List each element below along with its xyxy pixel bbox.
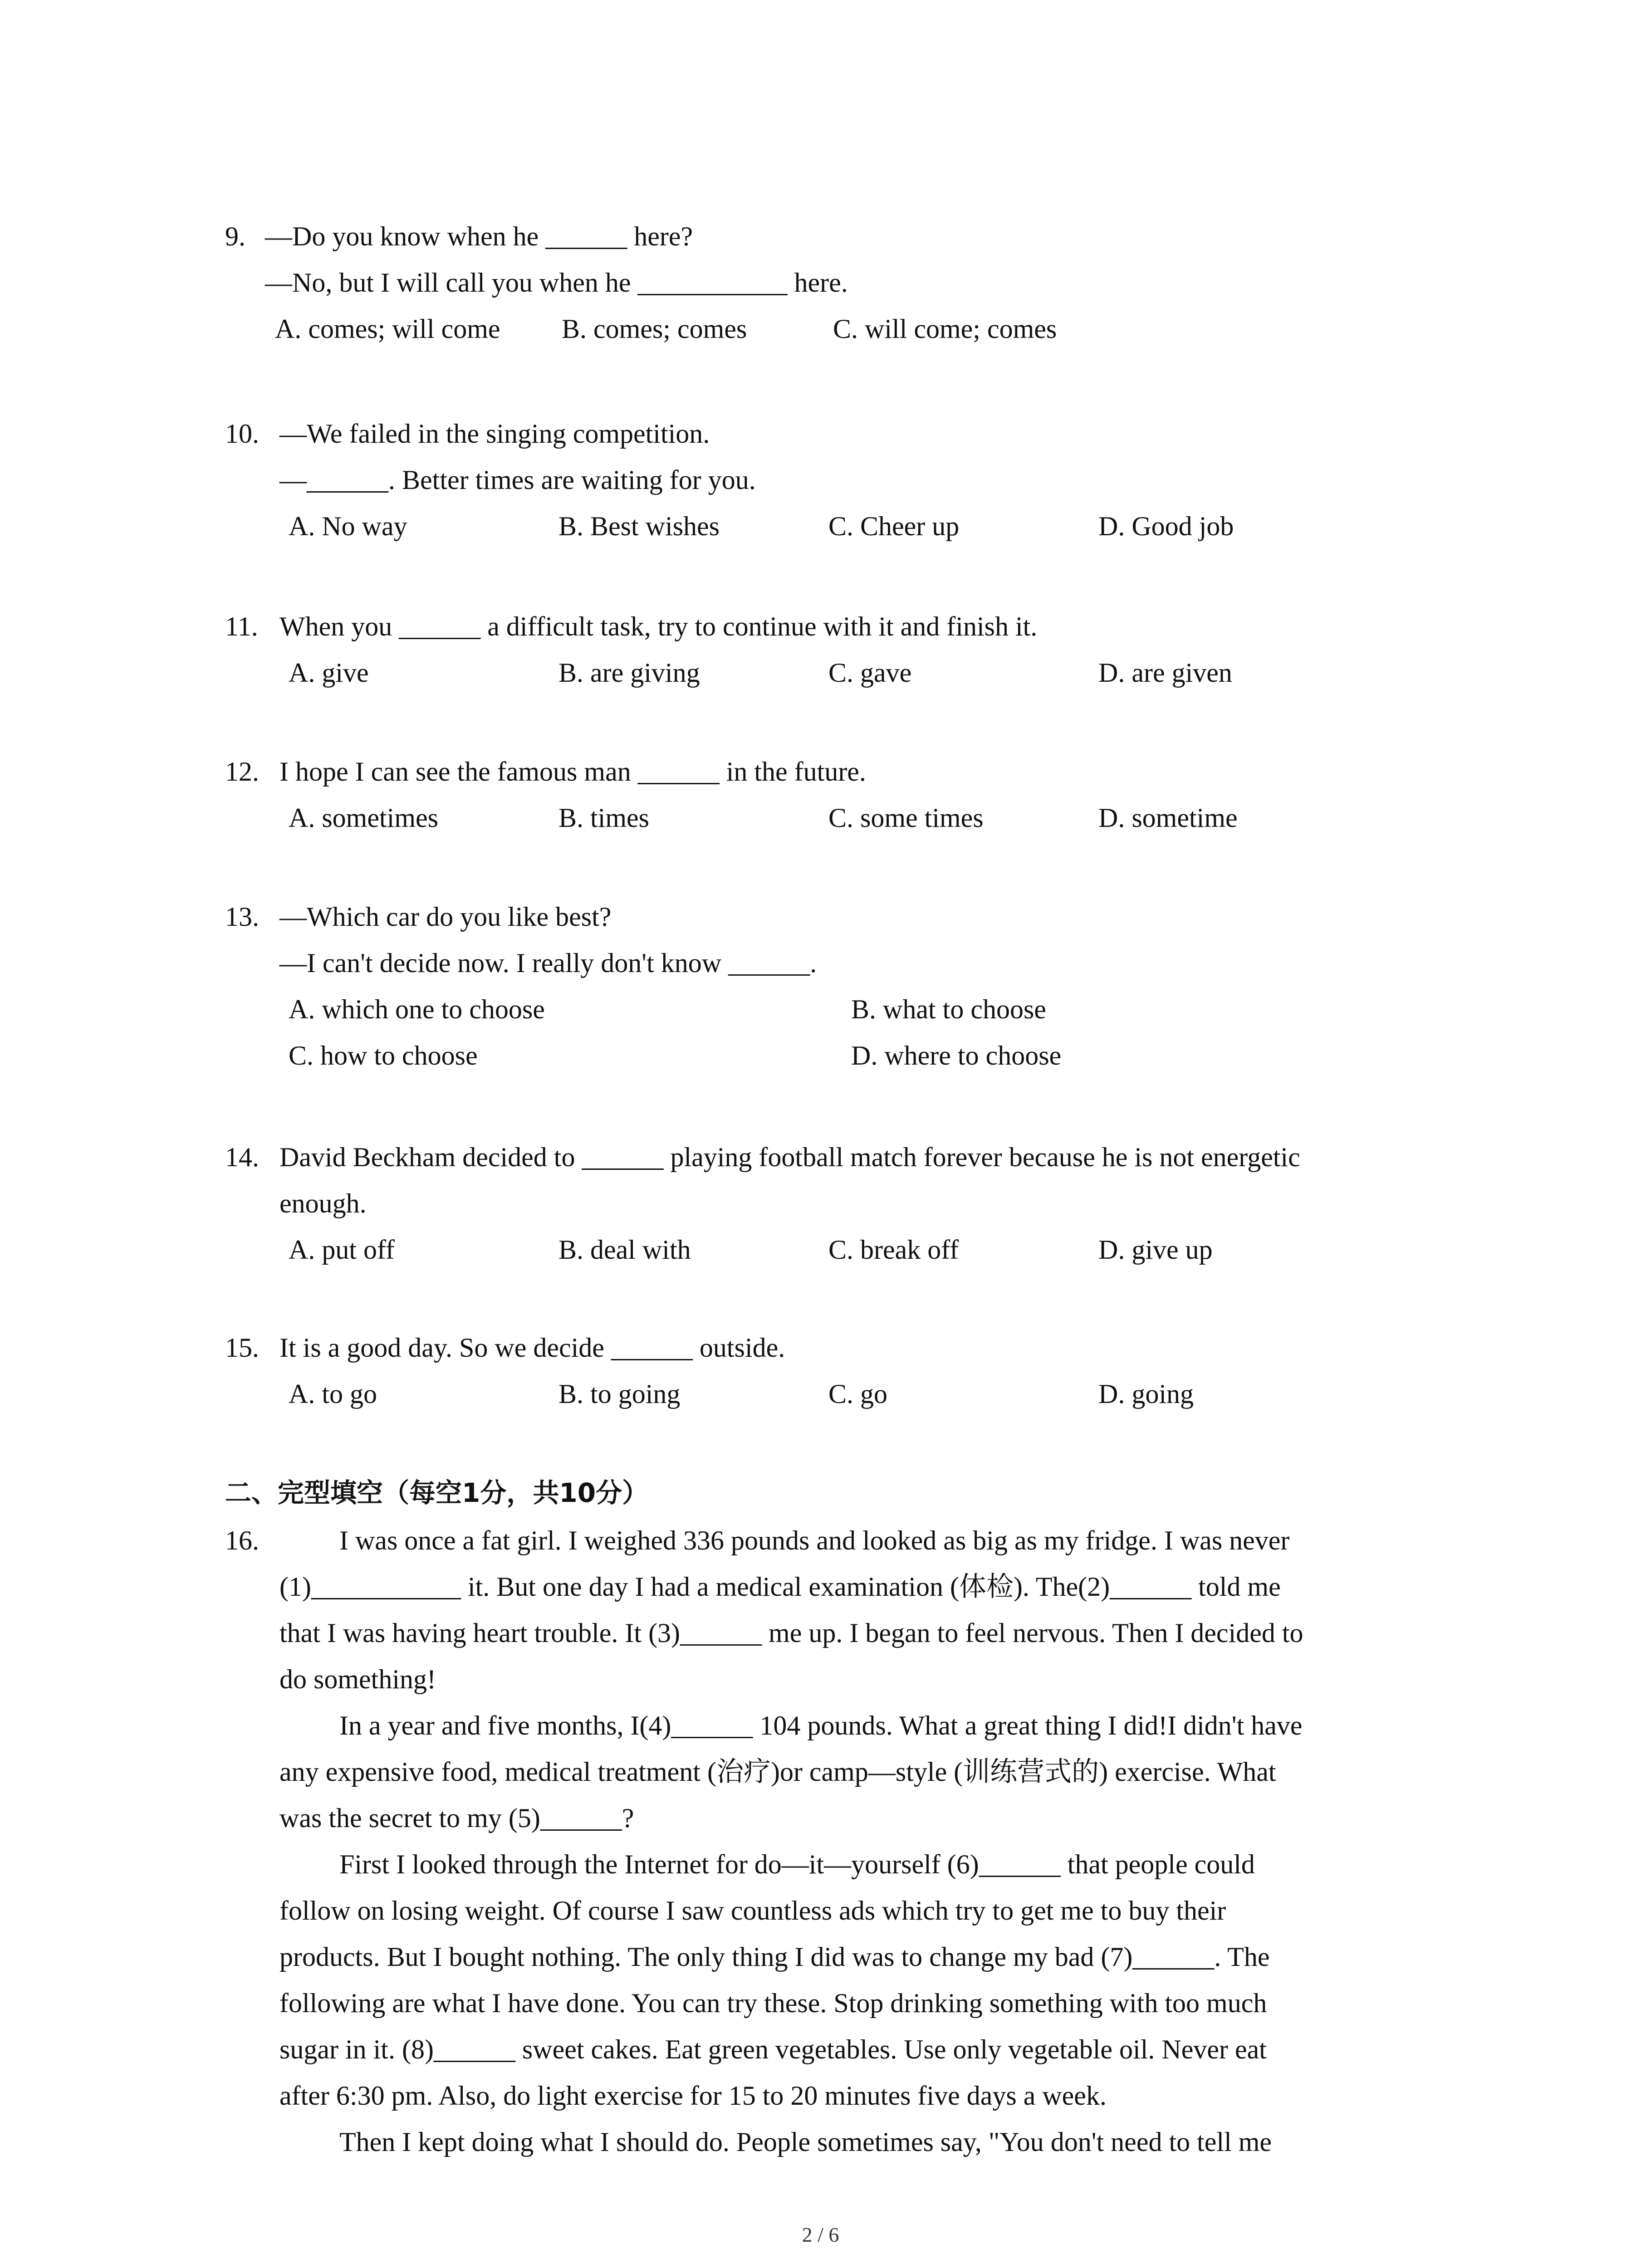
- option-a: A. to go: [289, 1379, 377, 1409]
- question-number: 16.: [225, 1525, 259, 1555]
- question-line: [225, 213, 1459, 259]
- passage-line: [225, 1887, 1459, 1934]
- passage-line: [225, 1980, 1459, 2026]
- passage-line: [225, 1934, 1459, 1980]
- question-number: 10.: [225, 419, 259, 449]
- question-text: It is a good day. So we decide ______ outside.: [279, 1333, 785, 1363]
- question-text: I hope I can see the famous man ______ in the future.: [279, 757, 866, 787]
- option-b: B. Best wishes: [558, 511, 720, 541]
- question-number: 9.: [225, 221, 245, 251]
- option-d: D. sometime: [1098, 803, 1238, 833]
- question-10: [225, 411, 1459, 549]
- option-a: A. comes; will come: [275, 314, 500, 344]
- options-row: [225, 986, 1459, 1032]
- question-line: [225, 1134, 1459, 1180]
- question-line: [225, 457, 1459, 503]
- page-number: 2 / 6: [802, 2223, 839, 2246]
- question-line: [225, 748, 1459, 795]
- question-text: —Do you know when he ______ here?: [265, 221, 693, 251]
- passage-text: any expensive food, medical treatment (治疗)or camp—style (训练营式的) exercise. What: [279, 1757, 1276, 1787]
- question-line: [225, 603, 1459, 650]
- option-c: C. some times: [828, 803, 984, 833]
- passage-line: [225, 1749, 1459, 1795]
- options-row: [225, 503, 1459, 549]
- question-12: [225, 748, 1459, 841]
- passage-line: [225, 1702, 1459, 1749]
- question-14: [225, 1134, 1459, 1273]
- question-text: When you ______ a difficult task, try to continue with it and finish it.: [279, 611, 1038, 641]
- passage-text: do something!: [279, 1664, 436, 1694]
- option-a: A. put off: [289, 1235, 395, 1265]
- option-d: D. give up: [1098, 1235, 1213, 1265]
- option-b: B. deal with: [558, 1235, 691, 1265]
- option-c: C. Cheer up: [828, 511, 960, 541]
- question-number: 15.: [225, 1333, 259, 1363]
- question-9: [225, 213, 1459, 352]
- option-d: D. Good job: [1098, 511, 1234, 541]
- option-b: B. are giving: [558, 658, 700, 688]
- options-row: [225, 306, 1459, 352]
- option-a: A. No way: [289, 511, 407, 541]
- section-title: 二、完型填空（每空1分，共10分）: [225, 1477, 649, 1508]
- passage-line: [225, 2119, 1459, 2165]
- question-line: [225, 940, 1459, 986]
- question-number: 13.: [225, 902, 259, 932]
- question-13: [225, 894, 1459, 1079]
- option-b: B. times: [558, 803, 650, 833]
- question-line: [225, 894, 1459, 940]
- passage-text: that I was having heart trouble. It (3)______ me up. I began to feel nervous. Then I decided to: [279, 1618, 1303, 1648]
- option-d: D. are given: [1098, 658, 1232, 688]
- passage-text: Then I kept doing what I should do. People sometimes say, "You don't need to tell me: [339, 2127, 1272, 2157]
- question-number: 12.: [225, 757, 259, 787]
- question-line: [225, 259, 1459, 306]
- passage-text: sugar in it. (8)______ sweet cakes. Eat green vegetables. Use only vegetable oil. Never eat: [279, 2034, 1267, 2064]
- passage-text: products. But I bought nothing. The only thing I did was to change my bad (7)______. The: [279, 1942, 1270, 1972]
- question-text: —I can't decide now. I really don't know ______.: [279, 948, 817, 978]
- passage-text: was the secret to my (5)______?: [279, 1803, 634, 1833]
- passage-text: follow on losing weight. Of course I saw countless ads which try to get me to buy their: [279, 1896, 1226, 1926]
- question-text: enough.: [279, 1188, 367, 1218]
- question-number: 11.: [225, 611, 258, 641]
- option-d: D. going: [1098, 1379, 1194, 1409]
- passage-line: [225, 1656, 1459, 1702]
- question-line: [225, 1325, 1459, 1371]
- question-line: [225, 411, 1459, 457]
- passage-text: In a year and five months, I(4)______ 104 pounds. What a great thing I did!I didn't have: [339, 1711, 1303, 1740]
- options-row: [225, 1371, 1459, 1417]
- passage-text: First I looked through the Internet for do—it—yourself (6)______ that people could: [339, 1849, 1255, 1879]
- passage-line: [225, 1610, 1459, 1656]
- options-row: [225, 650, 1459, 696]
- passage-line: [225, 1517, 1459, 1564]
- question-11: [225, 603, 1459, 696]
- option-a: A. which one to choose: [289, 994, 545, 1024]
- question-text: —No, but I will call you when he ___________ here.: [265, 268, 848, 298]
- option-c: C. how to choose: [289, 1041, 478, 1070]
- question-15: [225, 1325, 1459, 1417]
- question-number: 14.: [225, 1142, 259, 1172]
- option-c: C. will come; comes: [833, 314, 1057, 344]
- question-text: —______. Better times are waiting for you.: [279, 465, 756, 495]
- option-a: A. give: [289, 658, 369, 688]
- passage-line: [225, 1564, 1459, 1610]
- option-b: B. what to choose: [851, 994, 1046, 1024]
- option-a: A. sometimes: [289, 803, 438, 833]
- question-text: David Beckham decided to ______ playing football match forever because he is not energetic: [279, 1142, 1300, 1172]
- cloze-passage: [225, 1517, 1459, 2165]
- question-text: —Which car do you like best?: [279, 902, 612, 932]
- passage-line: [225, 2072, 1459, 2119]
- passage-line: [225, 2026, 1459, 2072]
- passage-text: following are what I have done. You can try these. Stop drinking something with too much: [279, 1988, 1267, 2018]
- options-row: [225, 1032, 1459, 1079]
- option-c: C. go: [828, 1379, 888, 1409]
- question-line: [225, 1180, 1459, 1227]
- passage-text: after 6:30 pm. Also, do light exercise for 15 to 20 minutes five days a week.: [279, 2081, 1107, 2111]
- question-text: —We failed in the singing competition.: [279, 419, 710, 449]
- option-c: C. gave: [828, 658, 912, 688]
- option-c: C. break off: [828, 1235, 959, 1265]
- option-b: B. to going: [558, 1379, 681, 1409]
- passage-line: [225, 1841, 1459, 1887]
- passage-text: (1)___________ it. But one day I had a medical examination (体检). The(2)______ told me: [279, 1572, 1281, 1602]
- passage-line: [225, 1795, 1459, 1841]
- option-d: D. where to choose: [851, 1041, 1062, 1070]
- options-row: [225, 1227, 1459, 1273]
- options-row: [225, 795, 1459, 841]
- option-b: B. comes; comes: [562, 314, 747, 344]
- passage-text: I was once a fat girl. I weighed 336 pounds and looked as big as my fridge. I was never: [339, 1525, 1290, 1555]
